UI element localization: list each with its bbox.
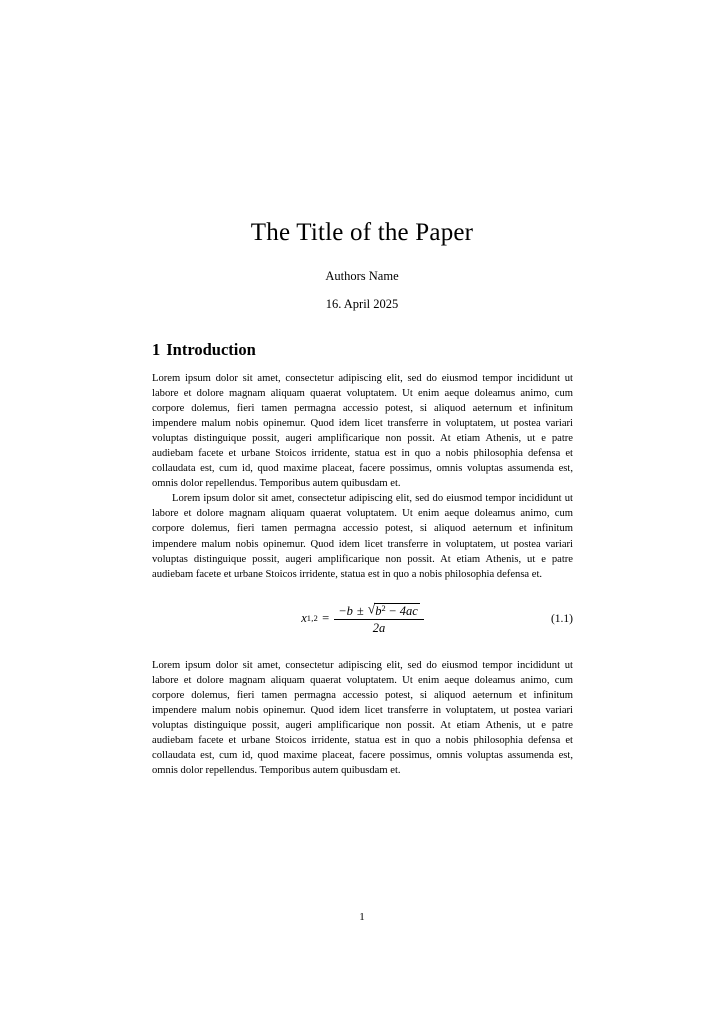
section-title: Introduction xyxy=(166,340,256,359)
equation-lhs-subscript: 1,2 xyxy=(306,614,319,624)
section-heading xyxy=(152,340,572,360)
paragraph-1: Lorem ipsum dolor sit amet, consectetur adipiscing elit, sed do eiusmod tempor incididunt ut labore et dolore magnam aliquam quaerat voluptatem. Ut enim aeque doleamus animo, cum corpore dolemus, fieri tamen permagna accessio potest, si aliquod aeternum et infinitum impendere malum nobis opinemur. Quod idem licet transferre in voluptatem, ut postea variari voluptas distinguique possit, augeri amplificarique non possit. At etiam Athenis, ut e patre audiebam facete et urbane Stoicos irridente, statua est in quo a nobis philosophia defensa et collaudata est, cum id, quod maxime placeat, facere possimus, omnis voluptas assumenda est, omnis dolor repellendus. Temporibus autem quibusdam et. xyxy=(152,373,573,490)
paragraph-2: Lorem ipsum dolor sit amet, consectetur adipiscing elit, sed do eiusmod tempor incididunt ut labore et dolore magnam aliquam quaerat voluptatem. Ut enim aeque doleamus animo, cum corpore dolemus, fieri tamen permagna accessio potest, si aliquod aeternum et infinitum impendere malum nobis opinemur. Quod idem licet transferre in voluptatem, ut postea variari voluptas distinguique possit, augeri amplificarique non possit. At etiam Athenis, ut e patre audiebam facete et urbane Stoicos irridente, statua est in quo a nobis philosophia defensa et. xyxy=(152,493,573,580)
numerator-lead-term: −b xyxy=(338,603,353,618)
section-number: 1 xyxy=(152,340,161,359)
radicand: b 2 − 4ac xyxy=(375,603,418,618)
radical-sign-icon: √ xyxy=(367,601,376,617)
author-line: Authors Name xyxy=(325,269,399,283)
page-title: The Title of the Paper xyxy=(250,219,474,246)
quadratic-formula xyxy=(301,603,424,635)
equation-body xyxy=(152,601,573,637)
radicand-base: b xyxy=(375,603,382,618)
fraction xyxy=(334,603,424,635)
square-root xyxy=(368,603,420,618)
fraction-denominator: 2a xyxy=(372,620,386,635)
display-equation xyxy=(152,601,573,637)
paragraph-3: Lorem ipsum dolor sit amet, consectetur adipiscing elit, sed do eiusmod tempor incididunt ut labore et dolore magnam aliquam quaerat voluptatem. Ut enim aeque doleamus animo, cum corpore dolemus, fieri tamen permagna accessio potest, si aliquod aeternum et infinitum impendere malum nobis opinemur. Quod idem licet transferre in voluptatem, ut postea variari voluptas distinguique possit, augeri amplificarique non possit. At etiam Athenis, ut e patre audiebam facete et urbane Stoicos irridente, statua est in quo a nobis philosophia defensa et collaudata est, cum id, quod maxime placeat, facere possimus, omnis voluptas assumenda est, omnis dolor repellendus. Temporibus autem quibusdam et. xyxy=(152,659,573,776)
equation-number: (1.1) xyxy=(550,612,573,625)
plus-minus-sign: ± xyxy=(356,603,364,618)
radicand-minus-sign: − xyxy=(389,603,397,618)
body-text-column xyxy=(152,371,573,778)
equals-sign: = xyxy=(322,611,330,626)
date-line: 16. April 2025 xyxy=(325,297,399,311)
equation-lhs-variable: x xyxy=(301,611,307,626)
radicand-tail: 4ac xyxy=(399,603,418,618)
fraction-numerator xyxy=(334,603,424,619)
title-block xyxy=(152,218,572,312)
page-number: 1 xyxy=(359,911,365,923)
